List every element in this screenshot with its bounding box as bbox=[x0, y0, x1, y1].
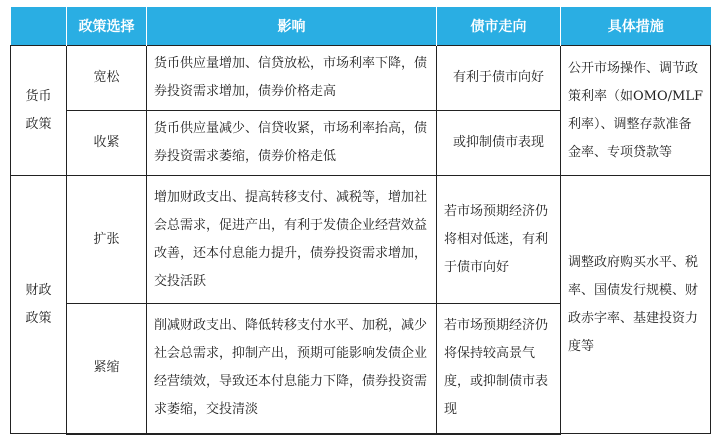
header-row bbox=[11, 7, 711, 46]
header-policy-choice: 政策选择 bbox=[67, 7, 147, 46]
header-impact: 影响 bbox=[147, 7, 437, 46]
impact-expand: 增加财政支出、提高转移支付、减税等，增加社会总需求，促进产出，有利于发债企业经营效益改善，还本付息能力提升，债券投资需求增加，交投活跃 bbox=[147, 176, 437, 304]
category-fiscal-policy: 财政 政策 bbox=[11, 176, 67, 434]
choice-expand: 扩张 bbox=[67, 176, 147, 304]
header-blank bbox=[11, 7, 67, 46]
impact-loose: 货币供应量增加、信贷放松，市场利率下降，债券投资需求增加，债券价格走高 bbox=[147, 46, 437, 111]
choice-tight: 收紧 bbox=[67, 111, 147, 176]
policy-table bbox=[10, 7, 711, 435]
impact-contract: 削减财政支出、降低转移支付水平、加税，减少社会总需求，抑制产出，预期可能影响发债企业经营绩效，导致还本付息能力下降，债券投资需求萎缩，交投清淡 bbox=[147, 304, 437, 434]
header-bond-direction: 债市走向 bbox=[437, 7, 561, 46]
bond-direction-expand: 若市场预期经济仍将相对低迷，有利于债市向好 bbox=[437, 176, 561, 304]
table-row-fiscal-expand bbox=[11, 176, 711, 304]
measures-monetary: 公开市场操作、调节政策利率（如OMO/MLF利率）、调整存款准备金率、专项贷款等 bbox=[561, 46, 711, 176]
category-monetary-policy: 货币 政策 bbox=[11, 46, 67, 176]
measures-fiscal: 调整政府购买水平、税率、国债发行规模、财政赤字率、基建投资力度等 bbox=[561, 176, 711, 434]
bond-direction-loose: 有利于债市向好 bbox=[437, 46, 561, 111]
bond-direction-tight: 或抑制债市表现 bbox=[437, 111, 561, 176]
impact-tight: 货币供应量减少、信贷收紧，市场利率抬高，债券投资需求萎缩，债券价格走低 bbox=[147, 111, 437, 176]
bond-direction-contract: 若市场预期经济仍将保持较高景气度，或抑制债市表现 bbox=[437, 304, 561, 434]
choice-loose: 宽松 bbox=[67, 46, 147, 111]
table-row-monetary-loose bbox=[11, 46, 711, 111]
choice-contract: 紧缩 bbox=[67, 304, 147, 434]
header-measures: 具体措施 bbox=[561, 7, 711, 46]
